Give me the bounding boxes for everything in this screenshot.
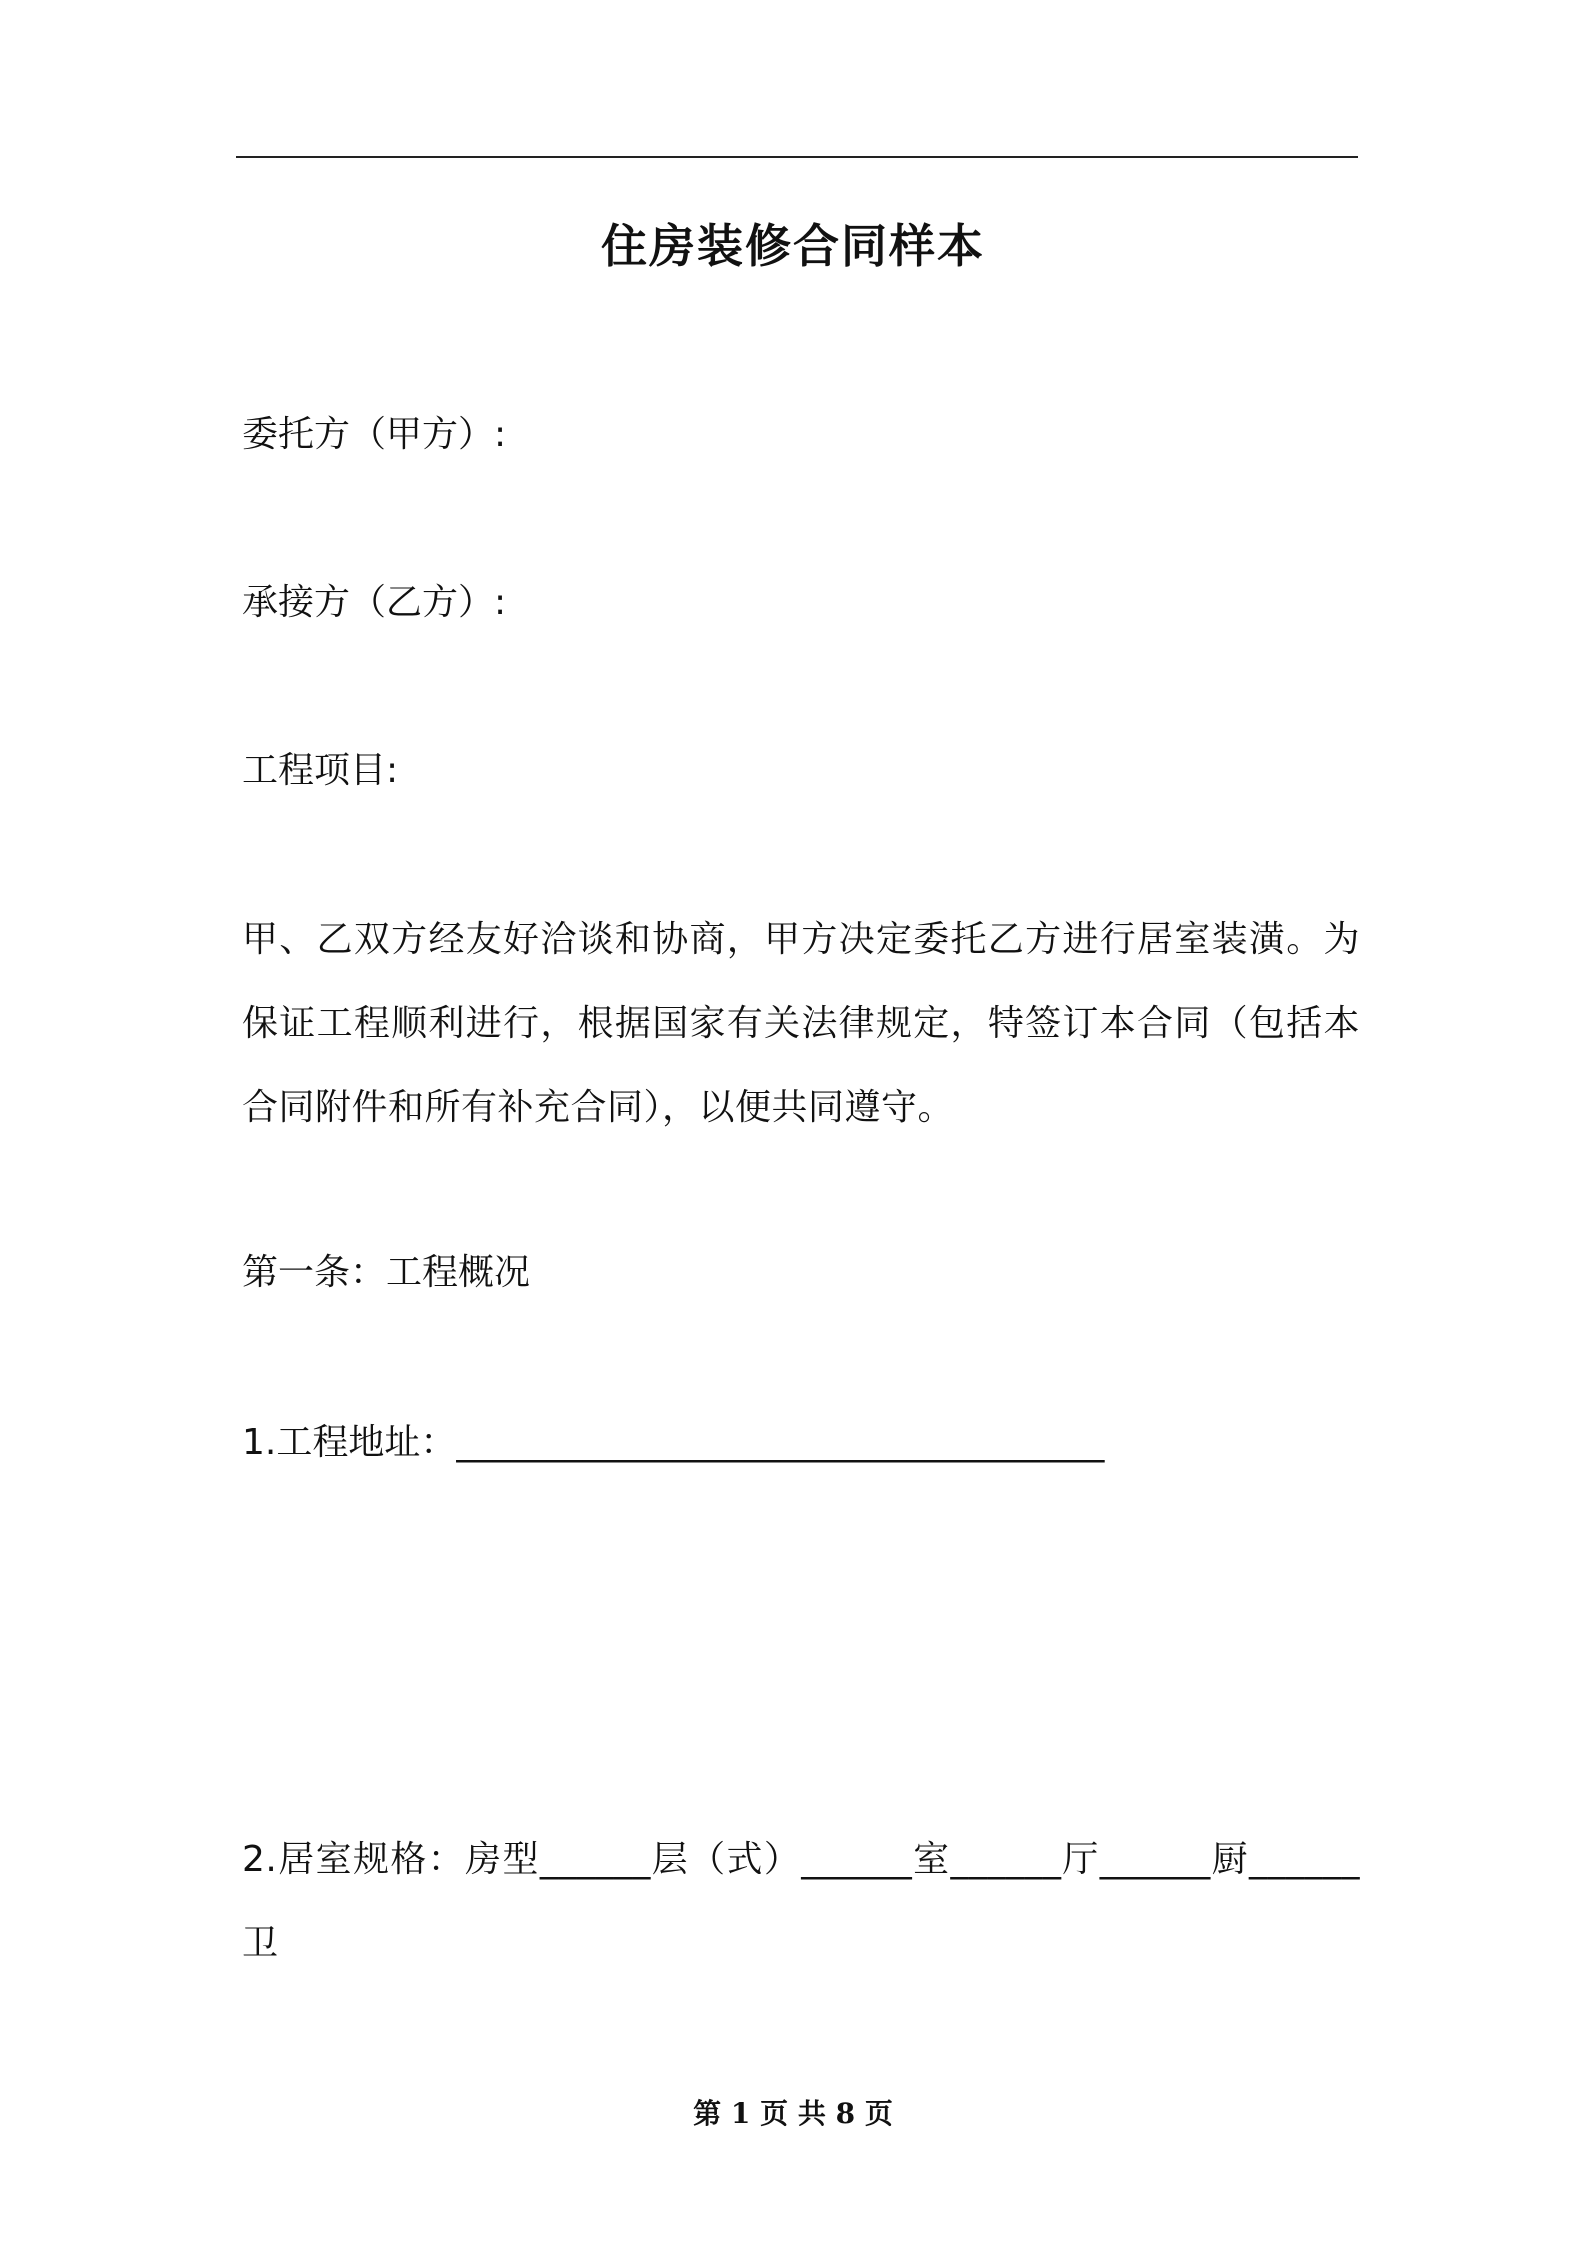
document-title: 住房装修合同样本	[601, 219, 985, 273]
party-b-label: 承接方（乙方）:	[242, 582, 507, 623]
item-room-spec: 2.居室规格：房型______层（式）______室______厅______厨______卫	[242, 1839, 1360, 1964]
party-a-label: 委托方（甲方）:	[242, 414, 507, 455]
project-label: 工程项目:	[242, 750, 399, 791]
intro-paragraph: 甲、乙双方经友好洽谈和协商，甲方决定委托乙方进行居室装潢。为保证工程顺利进行，根据国家有关法律规定，特签订本合同（包括本合同附件和所有补充合同），以便共同遵守。	[242, 919, 1360, 1128]
header-rule	[236, 156, 1358, 158]
page-indicator: 第 1 页 共 8 页	[693, 2097, 893, 2130]
article-one-heading: 第一条：工程概况	[242, 1252, 531, 1293]
item-address: 1.工程地址：____________________________________	[242, 1422, 1105, 1463]
